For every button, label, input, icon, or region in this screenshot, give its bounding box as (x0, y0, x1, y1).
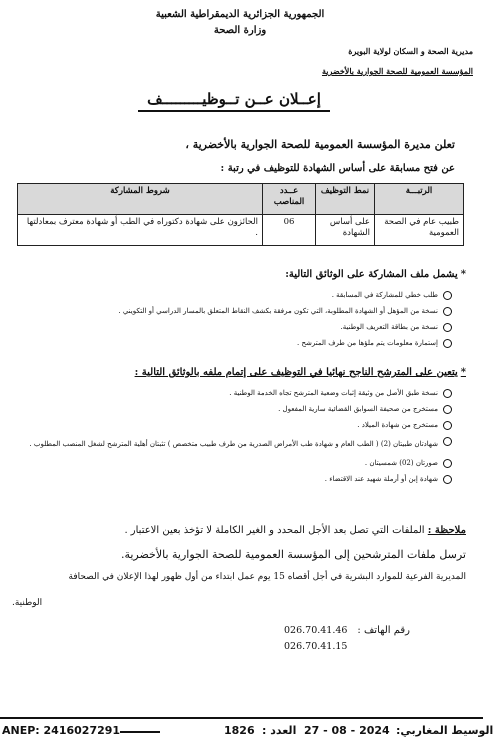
note-label: ملاحظة : (427, 525, 466, 536)
cell-mode: على أساس الشهادة (316, 215, 375, 246)
list-item-text: صورتان (02) شمسيتان . (364, 459, 438, 467)
phone-label: رقم الهاتف : (357, 625, 410, 636)
republic-header: الجمهورية الجزائرية الديمقراطية الشعبية (155, 9, 325, 20)
section2-heading-text: يتعين على المترشح الناجح نهائيا في التوظيف على إتمام ملفه بالوثائق التالية : (134, 367, 458, 378)
newspaper-name: الوسيط المغاربي: (396, 724, 493, 737)
issue-number: 1826 (224, 724, 255, 737)
asterisk: * (460, 269, 466, 280)
footer-separator (120, 731, 160, 733)
cell-conditions: الحائزون على شهادة دكتوراه في الطب أو شهادة معترف بمعادلتها . (18, 215, 263, 246)
footer-bar (0, 724, 493, 738)
list-item (40, 338, 452, 348)
closing-line-3: الوطنية. (12, 598, 43, 608)
col-conditions: شروط المشاركة (18, 184, 263, 215)
col-count: عــدد المناصب (263, 184, 316, 215)
cell-grade: طبيب عام في الصحة العمومية (375, 215, 464, 246)
closing-line-2: المديرية الفرعية للموارد البشرية في أجل أقصاه 15 يوم عمل ابتداء من أول ظهور لهذا الإعلان في الصحافة (68, 572, 466, 582)
section2-list (18, 388, 452, 490)
table-header-row (18, 184, 464, 215)
announcement-title (138, 90, 330, 112)
bullet-circle-icon (443, 307, 452, 316)
list-item-text: نسخة من المؤهل أو الشهادة المطلوبة، التي تكون مرفقة بكشف النقاط المتعلق بالمسار الدراسي أو التكويني . (118, 307, 438, 315)
bullet-circle-icon (443, 405, 452, 414)
table-row (18, 215, 464, 246)
list-item (18, 474, 452, 484)
list-item (18, 388, 452, 398)
list-item-text: مستخرج من شهادة الميلاد . (357, 421, 438, 429)
col-mode: نمط التوظيف (316, 184, 375, 215)
list-item-text: نسخة طبق الأصل من وثيقة إثبات وضعية المترشح تجاه الخدمة الوطنية . (229, 389, 438, 397)
asterisk: * (460, 367, 466, 378)
list-item (18, 420, 452, 430)
col-grade: الرتبـــة (375, 184, 464, 215)
bullet-circle-icon (443, 421, 452, 430)
note-text: الملفات التي تصل بعد الأجل المحدد و الغير الكاملة لا تؤخذ بعين الاعتبار . (124, 525, 425, 536)
intro-line-1: تعلن مديرة المؤسسة العمومية للصحة الجوارية بالأخضرية ، (185, 138, 455, 151)
announcement-title-text: إعــلان عــن تــوظيـــــــــف (147, 90, 321, 108)
list-item (18, 458, 452, 468)
section2-heading (60, 366, 466, 379)
bullet-circle-icon (443, 291, 452, 300)
title-underline (138, 110, 330, 112)
newspaper-footer (0, 717, 493, 745)
bullet-circle-icon (443, 339, 452, 348)
list-item (40, 322, 452, 332)
bullet-circle-icon (443, 475, 452, 484)
ministry-header: وزارة الصحة (213, 25, 267, 36)
cell-count: 06 (263, 215, 316, 246)
publication-date: 27 - 08 - 2024 (304, 724, 390, 737)
list-item-text: شهادة إبن أو أرملة شهيد عند الاقتضاء . (324, 475, 438, 483)
bullet-circle-icon (443, 459, 452, 468)
section1-heading (150, 268, 466, 281)
phone-number-1: 026.70.41.46 (284, 625, 348, 636)
bullet-circle-icon (443, 323, 452, 332)
note (100, 524, 466, 537)
directorate-header: مديرية الصحة و السكان لولاية البويرة (348, 46, 473, 56)
section1-heading-text: يشمل ملف المشاركة على الوثائق التالية: (285, 269, 458, 280)
recruitment-table (17, 183, 464, 246)
issue-label: العدد : (262, 724, 297, 737)
list-item (40, 290, 452, 300)
list-item (40, 306, 452, 316)
institution-header: المؤسسة العمومية للصحة الجوارية بالأخضرية (321, 66, 473, 76)
list-item-text: نسخة من بطاقة التعريف الوطنية. (340, 323, 438, 331)
bullet-circle-icon (443, 389, 452, 398)
bullet-circle-icon (443, 437, 452, 446)
list-item (18, 436, 452, 452)
list-item-text: طلب خطي للمشاركة في المسابقة . (331, 291, 438, 299)
list-item-text: شهادتان طبيتان (2) ( الطب العام و شهادة طب الأمراض الصدرية من طرف طبيب متخصص ) تثبتان أهلية المترشح لشغل المنصب المطلوب . (29, 440, 438, 448)
intro-line-2: عن فتح مسابقة على أساس الشهادة للتوظيف في رتبة : (220, 163, 455, 174)
anep-reference: ANEP: 2416027291 (2, 724, 121, 737)
list-item (18, 404, 452, 414)
list-item-text: إستمارة معلومات يتم ملؤها من طرف المترشح . (297, 339, 438, 347)
phone-number-2: 026.70.41.15 (284, 641, 348, 652)
closing-line-1: ترسل ملفات المترشحين إلى المؤسسة العمومية للصحة الجوارية بالأخضرية. (120, 548, 466, 561)
section1-list (40, 290, 452, 354)
list-item-text: مستخرج من صحيفة السوابق القضائية سارية المفعول . (278, 405, 438, 413)
